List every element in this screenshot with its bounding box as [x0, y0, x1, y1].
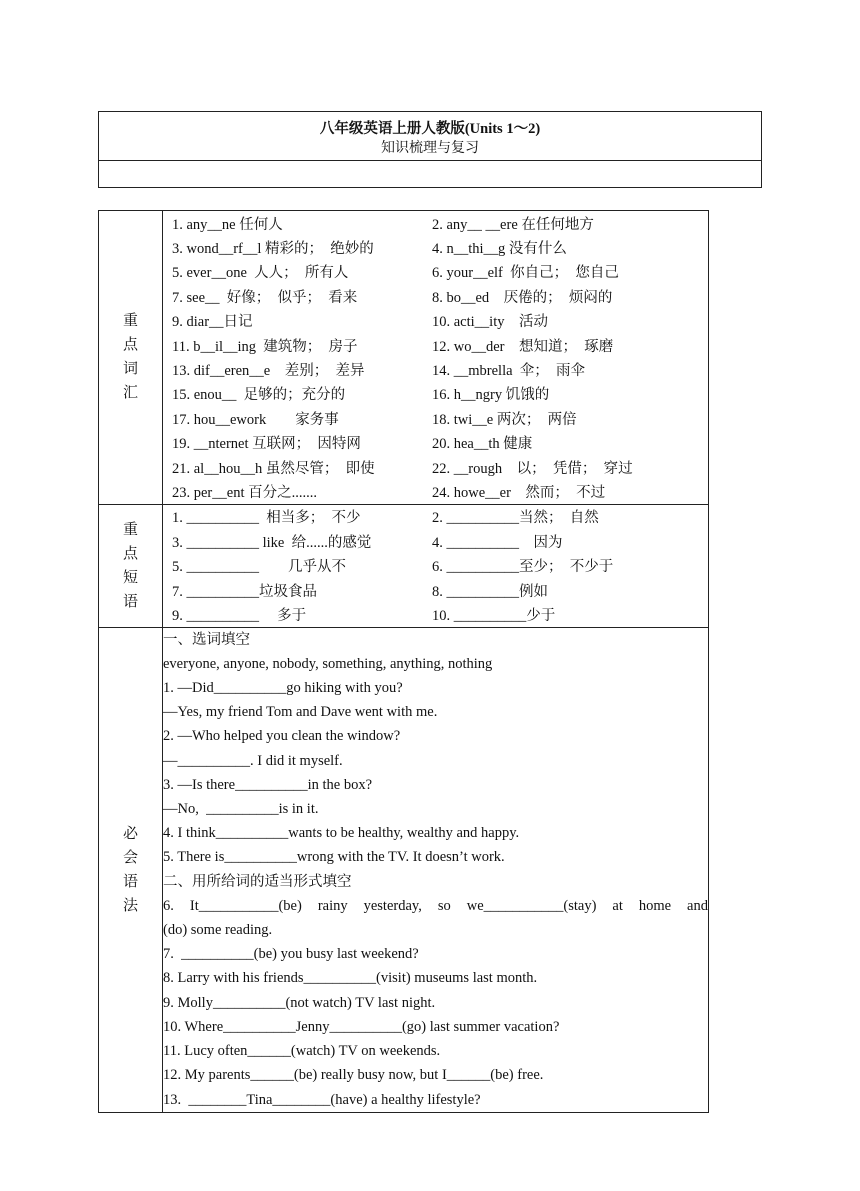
phrase-row: [163, 529, 708, 553]
exercise-line: 9. Molly__________(not watch) TV last night.: [163, 994, 436, 1011]
category-char: 语: [122, 593, 138, 610]
category-char: 必: [122, 825, 138, 842]
vocab-item: 15. enou__ 足够的；充分的: [172, 387, 346, 404]
vocab-row: [163, 235, 708, 259]
vocab-item: 4. n__thi__g 没有什么: [432, 241, 567, 258]
vocab-content-cell: [163, 211, 709, 505]
vocab-item: 20. hea__th 健康: [432, 436, 533, 453]
category-char: 法: [122, 897, 138, 914]
exercise-line: 10. Where__________Jenny__________(go) last summer vacation?: [163, 1018, 560, 1035]
grammar-section: [99, 627, 709, 1112]
category-char: 重: [122, 313, 138, 330]
vocab-item: 5. ever__one 人人； 所有人: [172, 265, 349, 282]
phrase-item: 4. __________ 因为: [432, 534, 563, 551]
exercise-line: 6. It___________(be) rainy yesterday, so we___________(stay) at home and: [163, 897, 708, 914]
vocab-item: 13. dif__eren__e 差别； 差异: [172, 363, 365, 380]
exercise-line: 7. __________(be) you busy last weekend?: [163, 946, 419, 963]
vocab-item: 11. b__il__ing 建筑物； 房子: [172, 338, 358, 355]
exercise-line: 13. ________Tina________(have) a healthy lifestyle?: [163, 1091, 481, 1108]
vocab-row: [163, 479, 708, 503]
vocab-item: 16. h__ngry 饥饿的: [432, 387, 550, 404]
phrases-content-cell: [163, 504, 709, 627]
word-bank: everyone, anyone, nobody, something, anything, nothing: [163, 655, 493, 672]
phrases-section: [99, 504, 709, 627]
vocab-item: 19. __nternet 互联网； 因特网: [172, 436, 361, 453]
vocab-item: 3. wond__rf__l 精彩的； 绝妙的: [172, 241, 374, 258]
phrase-item: 6. __________至少； 不少于: [432, 559, 614, 576]
phrase-row: [163, 602, 708, 626]
review-table: [98, 210, 709, 1113]
exercise-line: —Yes, my friend Tom and Dave went with me.: [163, 704, 438, 721]
phrase-row: [163, 553, 708, 577]
phrase-item: 10. __________少于: [432, 607, 556, 624]
vocab-row: [163, 333, 708, 357]
exercise-line: 5. There is__________wrong with the TV. It doesn’t work.: [163, 849, 505, 866]
vocab-row: [163, 260, 708, 284]
phrase-item: 8. __________例如: [432, 583, 548, 600]
vocab-row: [163, 284, 708, 308]
vocab-item: 12. wo__der 想知道； 琢磨: [432, 338, 614, 355]
grammar-category-cell: [99, 627, 163, 1112]
category-char: 词: [122, 361, 138, 378]
category-char: 语: [122, 873, 138, 890]
vocab-category-cell: [99, 211, 163, 505]
exercise-line: 11. Lucy often______(watch) TV on weekends.: [163, 1043, 441, 1060]
phrase-item: 5. __________ 几乎从不: [172, 559, 346, 576]
vocab-item: 9. diar__日记: [172, 314, 253, 331]
phrase-item: 1. __________ 相当多； 不少: [172, 510, 361, 527]
vocab-item: 14. __mbrella 伞； 雨伞: [432, 363, 586, 380]
category-char: 会: [122, 849, 138, 866]
vocab-item: 17. hou__ework 家务事: [172, 411, 339, 428]
phrase-item: 9. __________ 多于: [172, 607, 307, 624]
vocab-row: [163, 382, 708, 406]
vocab-row: [163, 431, 708, 455]
exercise-line: 2. —Who helped you clean the window?: [163, 728, 401, 745]
vocab-row: [163, 406, 708, 430]
page-subtitle: 知识梳理与复习: [381, 141, 479, 156]
section-heading: 二、用所给词的适当形式填空: [163, 873, 352, 890]
phrase-row: [163, 578, 708, 602]
phrase-item: 7. __________垃圾食品: [172, 583, 317, 600]
exercise-line: 12. My parents______(be) really busy now, but I______(be) free.: [163, 1067, 544, 1084]
vocab-item: 8. bo__ed 厌倦的； 烦闷的: [432, 289, 613, 306]
vocab-row: [163, 211, 708, 235]
grammar-content-cell: [163, 627, 709, 1112]
exercise-line: (do) some reading.: [163, 922, 273, 939]
exercise-line: 3. —Is there__________in the box?: [163, 776, 373, 793]
title-cell: [99, 112, 761, 161]
category-char: 点: [122, 545, 138, 562]
vocab-item: 22. __rough 以； 凭借； 穿过: [432, 460, 633, 477]
vocab-item: 23. per__ent 百分之.......: [172, 484, 317, 501]
vocab-row: [163, 309, 708, 333]
category-char: 点: [122, 337, 138, 354]
exercise-line: 4. I think__________wants to be healthy, wealthy and happy.: [163, 825, 520, 842]
phrases-category-cell: [99, 504, 163, 627]
empty-title-row: [99, 161, 761, 187]
category-char: 汇: [122, 385, 138, 402]
vocab-item: 21. al__hou__h 虽然尽管； 即使: [172, 460, 375, 477]
vocab-section: [99, 211, 709, 505]
vocab-item: 18. twi__e 两次； 两倍: [432, 411, 577, 428]
exercise-line: —No, __________is in it.: [163, 801, 319, 818]
phrase-item: 2. __________当然； 自然: [432, 510, 599, 527]
vocab-item: 6. your__elf 你自己； 您自己: [432, 265, 619, 282]
page-title: 八年级英语上册人教版(Units 1～2): [319, 121, 541, 137]
vocab-item: 24. howe__er 然而； 不过: [432, 484, 606, 501]
exercise-line: —__________. I did it myself.: [163, 752, 343, 769]
exercise-line: 1. —Did__________go hiking with you?: [163, 680, 403, 697]
vocab-row: [163, 357, 708, 381]
section-heading: 一、选词填空: [163, 631, 250, 648]
vocab-item: 10. acti__ity 活动: [432, 314, 548, 331]
title-box: [98, 111, 762, 188]
vocab-row: [163, 455, 708, 479]
phrase-row: [163, 505, 708, 529]
category-char: 重: [122, 521, 138, 538]
category-char: 短: [122, 569, 138, 586]
phrase-item: 3. __________ like 给......的感觉: [172, 534, 372, 551]
vocab-item: 7. see__ 好像； 似乎； 看来: [172, 289, 358, 306]
vocab-item: 2. any__ __ere 在任何地方: [432, 216, 594, 233]
vocab-item: 1. any__ne 任何人: [172, 216, 283, 233]
exercise-line: 8. Larry with his friends__________(visit) museums last month.: [163, 970, 538, 987]
